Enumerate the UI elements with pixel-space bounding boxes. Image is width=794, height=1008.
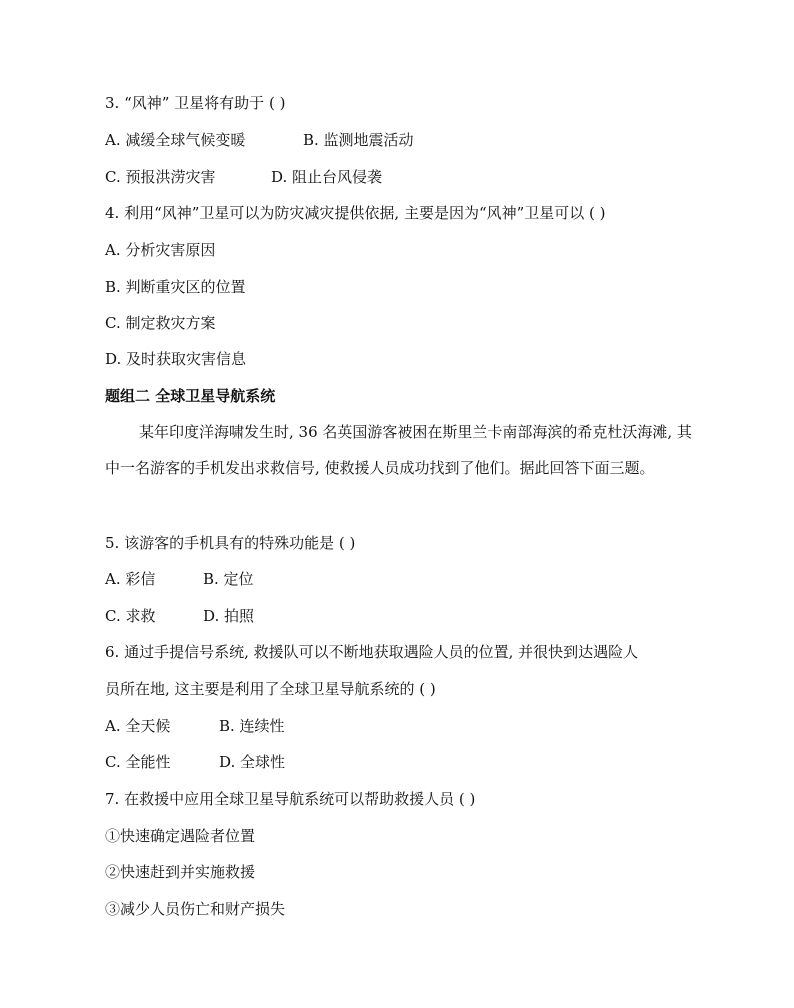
q5-option-c: C. 求救 (105, 607, 156, 625)
q5-options-row1 (105, 569, 254, 589)
q3-stem: 3. “风神” 卫星将有助于 ( ) (105, 94, 286, 112)
q6-options-row2 (105, 752, 285, 772)
q4-option-b: B. 判断重灾区的位置 (105, 278, 246, 296)
q4-stem: 4. 利用“风神”卫星可以为防灾减灾提供依据, 主要是因为“风神”卫星可以 ( ) (105, 204, 606, 222)
q6-option-d: D. 全球性 (219, 753, 286, 771)
q4-option-a: A. 分析灾害原因 (105, 241, 216, 259)
q5-stem: 5. 该游客的手机具有的特殊功能是 ( ) (105, 534, 356, 552)
q5-options-row2 (105, 606, 254, 626)
q7-item-2: ②快速赶到并实施救援 (105, 863, 256, 881)
q6-options-row1 (105, 716, 285, 736)
q6-option-a: A. 全天候 (105, 717, 171, 735)
q3-option-c: C. 预报洪涝灾害 (105, 168, 216, 186)
q5-option-a: A. 彩信 (105, 570, 156, 588)
q3-option-b: B. 监测地震活动 (303, 131, 414, 149)
q6-option-b: B. 连续性 (219, 717, 285, 735)
q4-option-d: D. 及时获取灾害信息 (105, 350, 247, 368)
q3-options-row2 (105, 167, 382, 187)
q7-item-1: ①快速确定遇险者位置 (105, 827, 256, 845)
q5-option-d: D. 拍照 (203, 607, 255, 625)
q6-stem-line1: 6. 通过手提信号系统, 救援队可以不断地获取遇险人员的位置, 并很快到达遇险人 (105, 643, 639, 661)
section-heading: 题组二 全球卫星导航系统 (105, 387, 276, 405)
q3-options-row1 (105, 130, 414, 150)
q3-option-d: D. 阻止台风侵袭 (271, 168, 383, 186)
q6-stem-line2: 员所在地, 这主要是利用了全球卫星导航系统的 ( ) (105, 680, 436, 698)
q3-option-a: A. 减缓全球气候变暖 (105, 131, 246, 149)
q7-stem: 7. 在救援中应用全球卫星导航系统可以帮助救援人员 ( ) (105, 790, 476, 808)
q6-option-c: C. 全能性 (105, 753, 171, 771)
q7-item-3: ③减少人员伤亡和财产损失 (105, 900, 286, 918)
passage: 某年印度洋海啸发生时, 36 名英国游客被困在斯里兰卡南部海滨的希克杜沃海滩, 其中一名游客的手机发出求救信号, 使救援人员成功找到了他们。据此回答下面三题。 (105, 423, 692, 477)
q5-option-b: B. 定位 (203, 570, 254, 588)
q4-option-c: C. 制定救灾方案 (105, 314, 216, 332)
